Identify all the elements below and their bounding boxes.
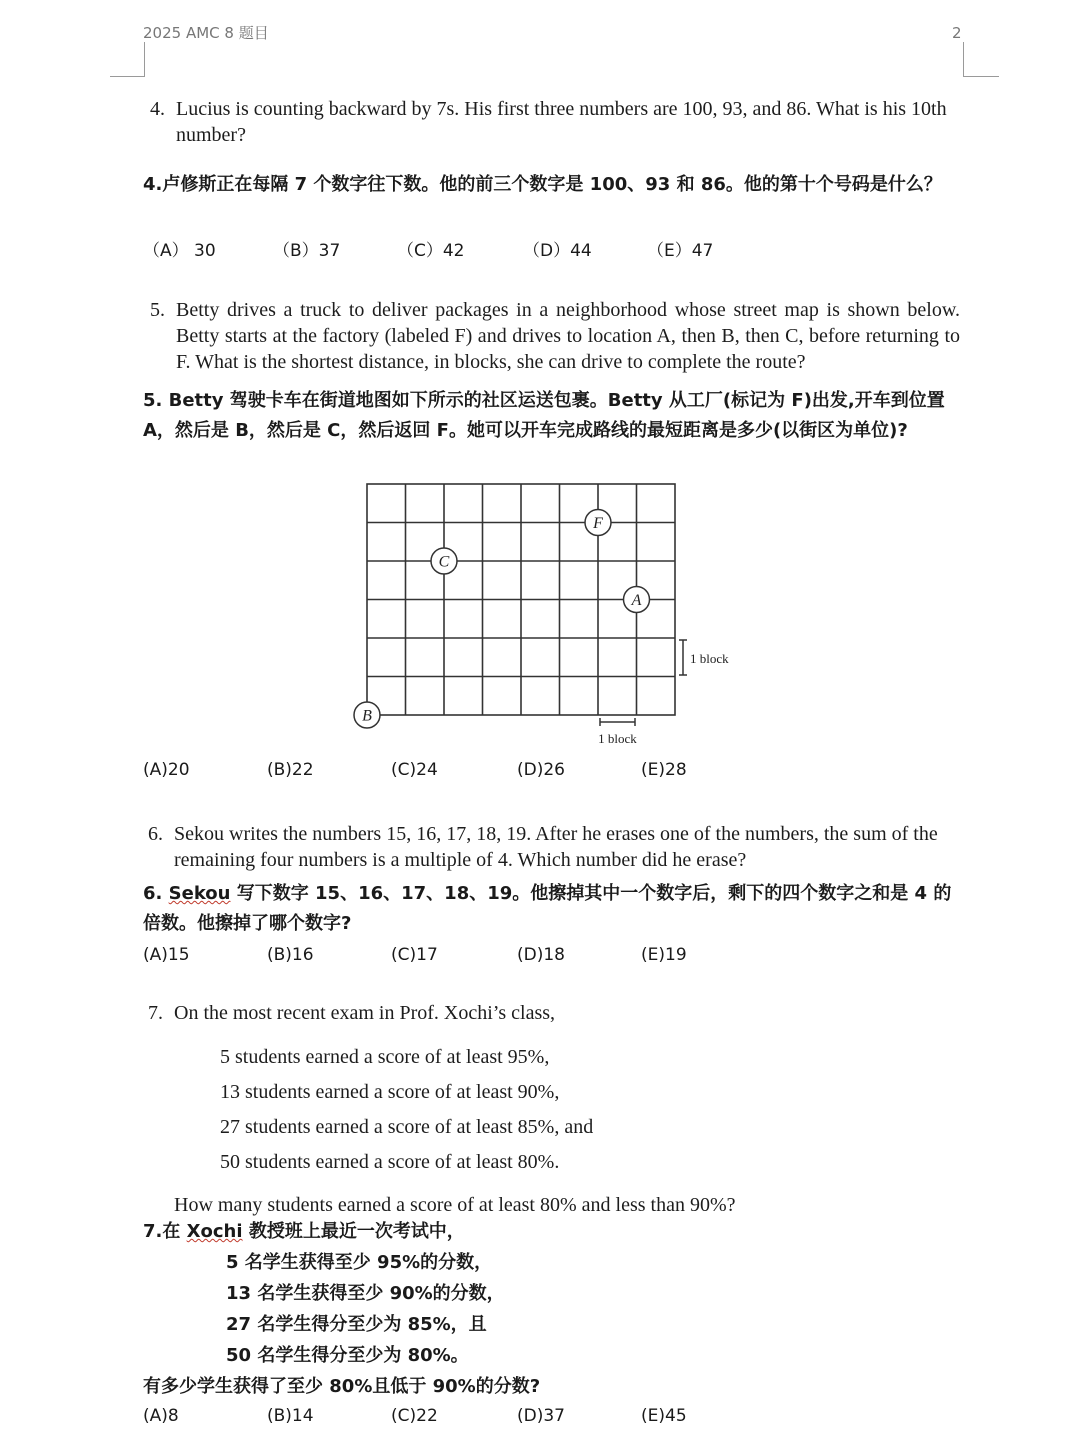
q7-chinese-intro — [143, 1217, 465, 1247]
q7-option-b: (B)14 — [267, 1406, 314, 1426]
q5-option-e: (E)28 — [641, 760, 687, 780]
q4-option-c: （C）42 — [397, 241, 465, 261]
q7-chinese-intro-prefix: 7.在 — [143, 1221, 187, 1242]
q5-option-c: (C)24 — [391, 760, 438, 780]
q5-english-text: Betty drives a truck to deliver packages in a neighborhood whose street map is shown below. Betty starts at the factory (labeled F) and drives to location A, then B, then C, before returning to F. What is the shortest distance, in blocks, she can drive to complete the route? — [176, 299, 960, 373]
crop-mark-right-horizontal — [963, 76, 999, 77]
q4-option-d: （D）44 — [523, 241, 592, 261]
marker-b-label: B — [362, 707, 372, 725]
q4-chinese: 4.卢修斯正在每隔 7 个数字往下数。他的前三个数字是 100、93 和 86。他的第十个号码是什么？ — [143, 174, 942, 195]
q4-option-a: （A） 30 — [143, 241, 216, 261]
vertical-scale-label: 1 block — [690, 651, 729, 666]
q7-english-line-2: 13 students earned a score of at least 90%, — [220, 1081, 560, 1103]
q5-option-d: (D)26 — [517, 760, 565, 780]
page-number: 2 — [952, 24, 962, 42]
q6-number: 6. — [148, 823, 163, 845]
crop-mark-left-vertical — [144, 42, 145, 76]
q7-chinese-line-4: 50 名学生得分至少为 80%。 — [226, 1345, 469, 1366]
q6-option-c: (C)17 — [391, 945, 438, 965]
marker-f-label: F — [593, 515, 603, 532]
q6-option-b: (B)16 — [267, 945, 314, 965]
crop-mark-right-vertical — [963, 42, 964, 76]
horizontal-scale-marker — [600, 718, 635, 726]
q7-option-a: (A)8 — [143, 1406, 179, 1426]
q4-english-text: Lucius is counting backward by 7s. His first three numbers are 100, 93, and 86. What is his 10th number? — [176, 98, 947, 146]
header-title: 2025 AMC 8 题目 — [143, 24, 269, 42]
q7-english-intro — [148, 1000, 948, 1026]
q6-chinese-name: Sekou — [168, 883, 231, 904]
q6-chinese-prefix: 6. — [143, 883, 169, 904]
marker-a-label: A — [631, 592, 642, 609]
crop-mark-left-horizontal — [110, 76, 145, 77]
marker-c — [431, 548, 457, 574]
q7-number: 7. — [148, 1002, 163, 1024]
marker-c-label: C — [438, 553, 450, 571]
q5-english — [150, 297, 960, 375]
q7-option-d: (D)37 — [517, 1406, 565, 1426]
q7-option-e: (E)45 — [641, 1406, 687, 1426]
q7-english-question: How many students earned a score of at least 80% and less than 90%? — [174, 1194, 736, 1216]
q5-number: 5. — [150, 299, 165, 321]
q5-chinese: 5. Betty 驾驶卡车在街道地图如下所示的社区运送包裹。Betty 从工厂(标记为 F)出发,开车到位置 A，然后是 B，然后是 C，然后返回 F。她可以开车完成路线的最短距离是多少(以街区为单位)? — [143, 390, 945, 441]
q7-english-line-3: 27 students earned a score of at least 85%, and — [220, 1116, 594, 1138]
q6-option-e: (E)19 — [641, 945, 687, 965]
q7-chinese-intro-text: 教授班上最近一次考试中， — [242, 1221, 465, 1242]
marker-f — [585, 510, 611, 536]
q7-english-intro-text: On the most recent exam in Prof. Xochi’s class, — [174, 1002, 556, 1024]
q4-option-b: （B）37 — [273, 241, 341, 261]
q7-chinese-line-3: 27 名学生得分至少为 85%，且 — [226, 1314, 487, 1335]
q6-option-d: (D)18 — [517, 945, 565, 965]
q6-english — [148, 821, 963, 873]
q5-option-a: (A)20 — [143, 760, 190, 780]
q6-option-a: (A)15 — [143, 945, 190, 965]
horizontal-scale-label: 1 block — [598, 731, 637, 746]
q4-options — [143, 236, 843, 260]
vertical-scale-marker — [679, 640, 687, 675]
q4-english — [150, 96, 955, 148]
q7-chinese-line-1: 5 名学生获得至少 95%的分数， — [226, 1252, 493, 1273]
q7-options — [143, 1406, 843, 1430]
q7-english-line-1: 5 students earned a score of at least 95%, — [220, 1046, 550, 1068]
street-map — [340, 474, 760, 754]
q7-english-line-4: 50 students earned a score of at least 80%. — [220, 1151, 560, 1173]
q7-chinese-intro-name: Xochi — [186, 1221, 243, 1242]
q7-chinese-question: 有多少学生获得了至少 80%且低于 90%的分数? — [143, 1376, 541, 1397]
q6-english-text: Sekou writes the numbers 15, 16, 17, 18, 19. After he erases one of the numbers, the sum of the remaining four numbers is a multiple of 4. Which number did he erase? — [174, 823, 938, 871]
q4-option-e: （E）47 — [647, 241, 714, 261]
q5-option-b: (B)22 — [267, 760, 314, 780]
q7-option-c: (C)22 — [391, 1406, 438, 1426]
q6-options — [143, 945, 843, 969]
q5-options — [143, 760, 843, 784]
marker-b — [354, 702, 380, 728]
q6-chinese — [143, 879, 968, 939]
q7-chinese-line-2: 13 名学生获得至少 90%的分数， — [226, 1283, 505, 1304]
q6-chinese-text: 写下数字 15、16、17、18、19。他擦掉其中一个数字后，剩下的四个数字之和是 4 的倍数。他擦掉了哪个数字? — [143, 883, 952, 934]
marker-a — [624, 587, 650, 613]
q4-number: 4. — [150, 98, 165, 120]
